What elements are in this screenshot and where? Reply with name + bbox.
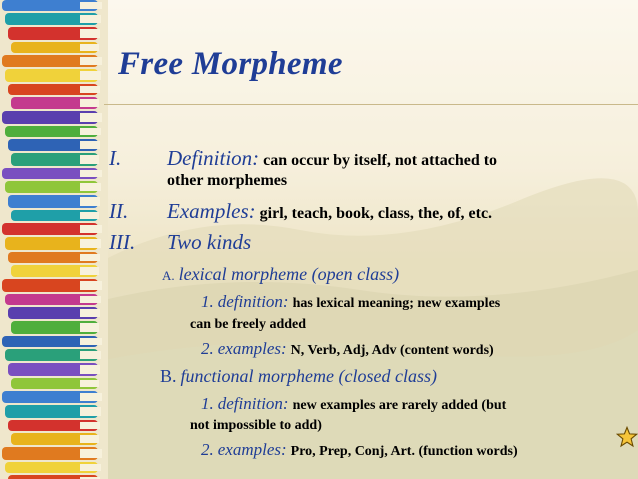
book-pages: [80, 212, 99, 219]
sub-item-heading: lexical morpheme (open class): [178, 264, 400, 284]
title-divider: [104, 104, 638, 105]
sub-item-marker: A.: [162, 268, 175, 283]
sub-item-heading: functional morpheme (closed class): [180, 366, 437, 386]
functional-definition-continuation: [190, 416, 322, 434]
def-body-line2: not impossible to add): [190, 418, 322, 433]
book-pages: [80, 380, 99, 387]
book-pages: [80, 29, 100, 38]
item-number: II.: [109, 199, 129, 223]
book-pages: [80, 113, 102, 122]
book-pages: [80, 57, 102, 65]
item-body-line2: other morphemes: [167, 172, 288, 189]
ex-heading: examples:: [217, 339, 287, 358]
item-number: III.: [109, 230, 136, 254]
book-pages: [80, 2, 102, 9]
ex-body: N, Verb, Adj, Adv (content words): [290, 343, 494, 358]
book-pages: [80, 71, 101, 80]
book-pages: [80, 86, 100, 93]
slide-title: Free Morpheme: [118, 46, 343, 82]
book-pages: [80, 407, 101, 416]
book-pages: [80, 351, 101, 359]
item-definition: [109, 146, 121, 171]
item-examples: [109, 199, 128, 224]
sub-item-functional: [160, 366, 437, 387]
item-two-kinds: [109, 230, 135, 255]
book-pages: [80, 281, 102, 290]
ex-body: Pro, Prep, Conj, Art. (function words): [290, 444, 518, 459]
book-pages: [80, 15, 101, 23]
lexical-examples: [201, 339, 494, 359]
item-two-kinds-text: [167, 230, 251, 255]
def-number: 1.: [201, 292, 214, 311]
book-pages: [80, 128, 101, 135]
book-pages: [80, 323, 99, 332]
book-pages: [80, 435, 99, 443]
book-pages: [80, 422, 100, 429]
book-pages: [80, 449, 102, 458]
def-body: has lexical meaning; new examples: [292, 296, 501, 311]
ex-number: 2.: [201, 339, 214, 358]
item-heading: Examples:: [167, 199, 256, 223]
def-body-line2: can be freely added: [190, 317, 307, 332]
star-icon[interactable]: [616, 426, 638, 448]
def-heading: definition:: [217, 394, 289, 413]
book-pages: [80, 365, 100, 374]
item-heading: Definition:: [167, 146, 260, 170]
functional-examples: [201, 440, 518, 460]
def-body: new examples are rarely added (but: [292, 398, 507, 413]
ex-number: 2.: [201, 440, 214, 459]
ex-heading: examples:: [217, 440, 287, 459]
item-definition-text: [167, 146, 497, 171]
book-pages: [80, 44, 99, 51]
book-pages: [80, 225, 102, 233]
book-pages: [80, 170, 102, 177]
item-heading: Two kinds: [167, 230, 252, 254]
book-pages: [80, 254, 100, 261]
book-pages: [80, 183, 101, 191]
functional-definition: [201, 394, 506, 414]
item-body: girl, teach, book, class, the, of, etc.: [259, 205, 493, 222]
item-number: I.: [109, 146, 122, 170]
item-body: can occur by itself, not attached to: [263, 152, 498, 169]
def-heading: definition:: [217, 292, 289, 311]
lexical-definition: [201, 292, 500, 312]
book-pages: [80, 393, 102, 401]
book-pages: [80, 155, 99, 164]
book-stack-image: [0, 0, 108, 479]
book-pages: [80, 99, 99, 107]
item-definition-continuation: [167, 172, 287, 190]
book-pages: [80, 309, 100, 317]
book-pages: [80, 296, 101, 303]
book-pages: [80, 197, 100, 206]
item-examples-text: [167, 199, 492, 224]
book-pages: [80, 464, 101, 471]
def-number: 1.: [201, 394, 214, 413]
lexical-definition-continuation: [190, 315, 306, 333]
sub-item-marker: B.: [160, 366, 177, 386]
book-pages: [80, 267, 99, 275]
book-pages: [80, 239, 101, 248]
sub-item-lexical: [162, 264, 399, 285]
book-pages: [80, 338, 102, 345]
book-pages: [80, 141, 100, 149]
